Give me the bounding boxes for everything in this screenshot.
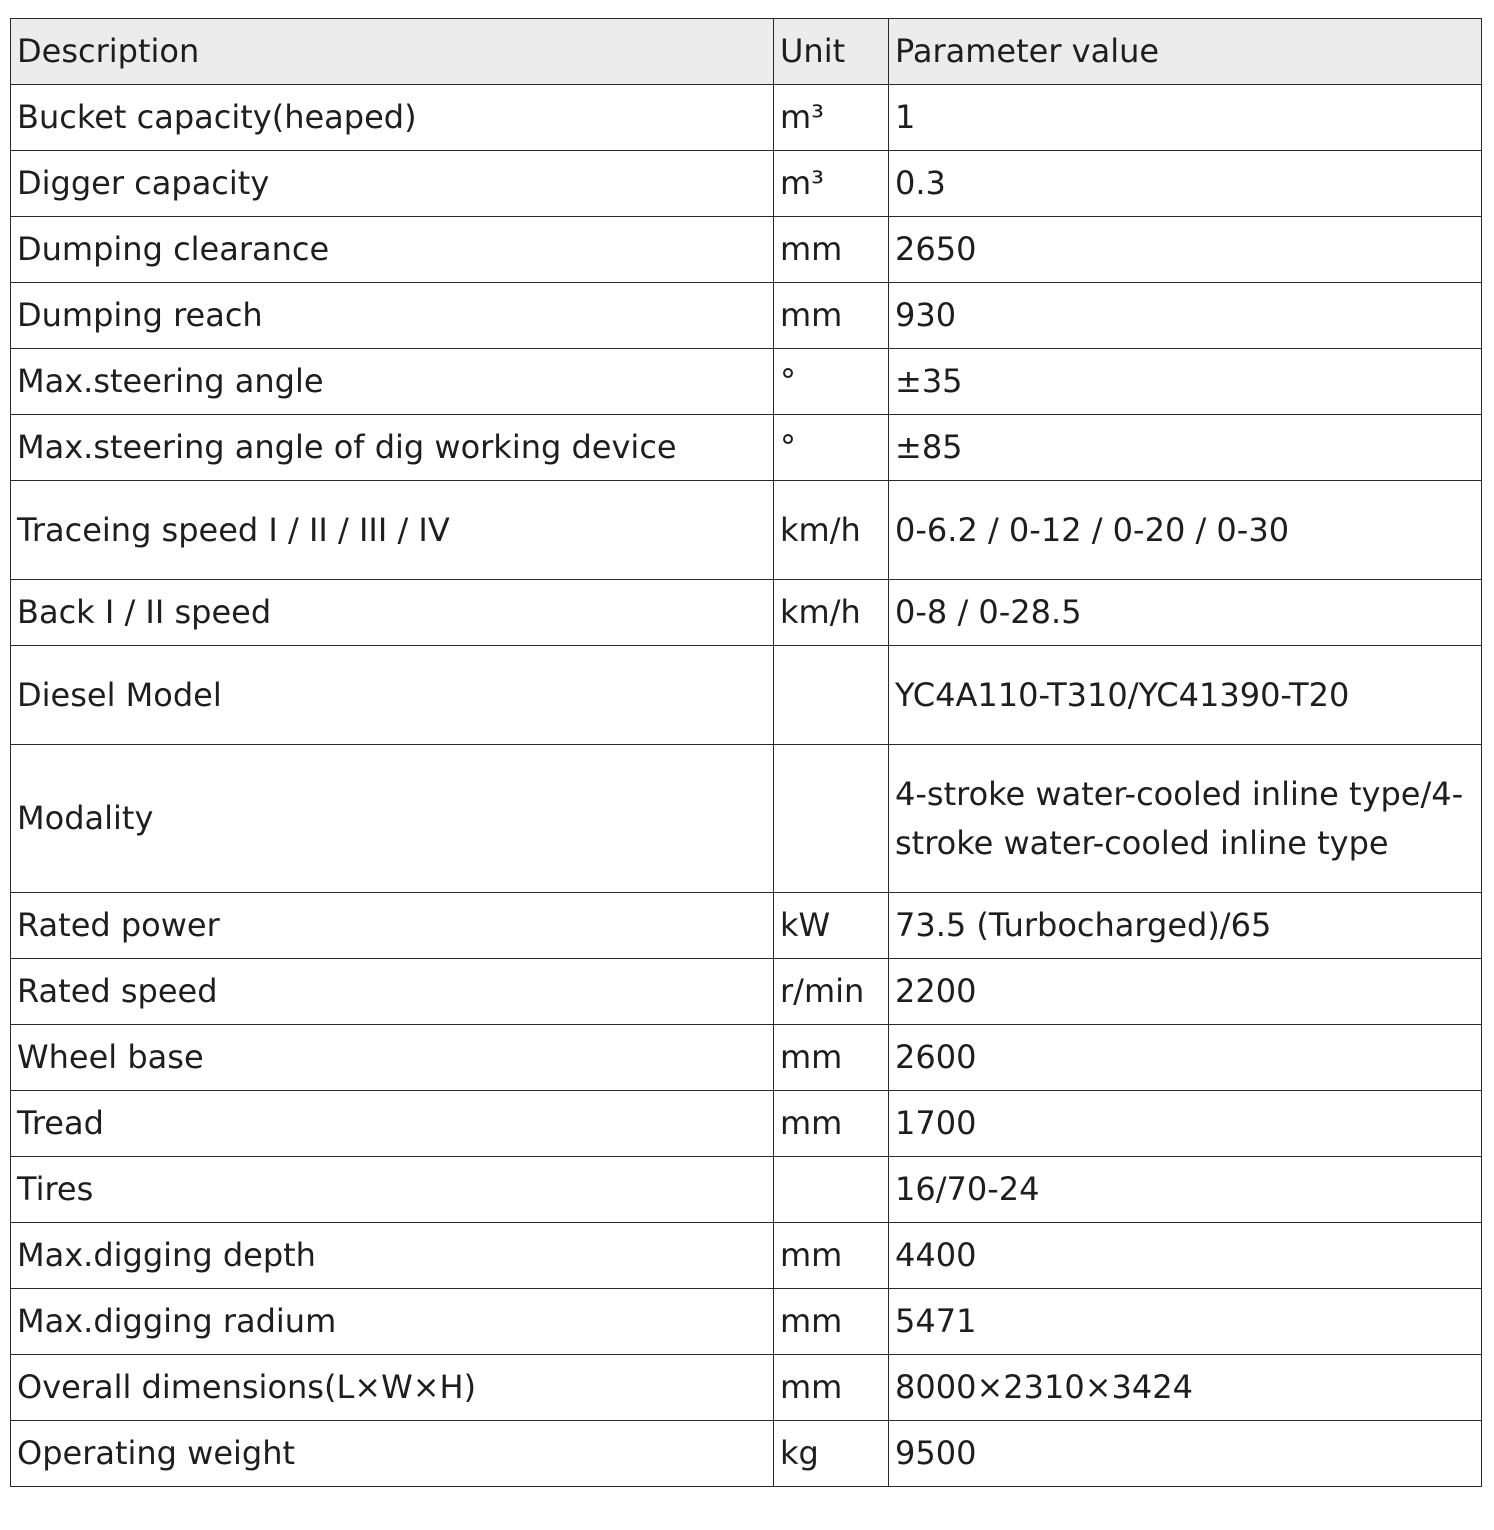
row-unit bbox=[774, 1157, 889, 1223]
specification-table bbox=[10, 18, 1482, 1487]
table-row bbox=[11, 415, 1482, 481]
row-description: Rated speed bbox=[11, 959, 774, 1025]
row-value: 4-stroke water-cooled inline type/4-stroke water-cooled inline type bbox=[889, 745, 1482, 893]
row-value: 5471 bbox=[889, 1289, 1482, 1355]
header-unit: Unit bbox=[774, 19, 889, 85]
table-row bbox=[11, 85, 1482, 151]
row-description: Traceing speed I / II / III / IV bbox=[11, 481, 774, 580]
row-unit: mm bbox=[774, 217, 889, 283]
row-unit: ° bbox=[774, 415, 889, 481]
table-body bbox=[11, 85, 1482, 1487]
row-unit: ° bbox=[774, 349, 889, 415]
table-row bbox=[11, 151, 1482, 217]
row-value: 0-8 / 0-28.5 bbox=[889, 580, 1482, 646]
row-description: Rated power bbox=[11, 893, 774, 959]
row-unit bbox=[774, 745, 889, 893]
row-description: Diesel Model bbox=[11, 646, 774, 745]
table-row bbox=[11, 349, 1482, 415]
row-unit: kW bbox=[774, 893, 889, 959]
row-description: Max.digging radium bbox=[11, 1289, 774, 1355]
row-description: Max.steering angle bbox=[11, 349, 774, 415]
row-unit: mm bbox=[774, 1223, 889, 1289]
row-value: 1 bbox=[889, 85, 1482, 151]
header-row bbox=[11, 19, 1482, 85]
row-value: ±35 bbox=[889, 349, 1482, 415]
row-unit: mm bbox=[774, 1025, 889, 1091]
table-header bbox=[11, 19, 1482, 85]
header-parameter-value: Parameter value bbox=[889, 19, 1482, 85]
row-description: Tires bbox=[11, 1157, 774, 1223]
row-value: 16/70-24 bbox=[889, 1157, 1482, 1223]
row-unit: mm bbox=[774, 283, 889, 349]
table-row bbox=[11, 481, 1482, 580]
table-row bbox=[11, 217, 1482, 283]
table-row bbox=[11, 1223, 1482, 1289]
table-row bbox=[11, 1091, 1482, 1157]
table-row bbox=[11, 893, 1482, 959]
row-description: Overall dimensions(L×W×H) bbox=[11, 1355, 774, 1421]
row-description: Dumping reach bbox=[11, 283, 774, 349]
row-value: 8000×2310×3424 bbox=[889, 1355, 1482, 1421]
table-row bbox=[11, 745, 1482, 893]
row-unit bbox=[774, 646, 889, 745]
row-description: Max.digging depth bbox=[11, 1223, 774, 1289]
row-unit: km/h bbox=[774, 481, 889, 580]
row-unit: r/min bbox=[774, 959, 889, 1025]
row-value: 2600 bbox=[889, 1025, 1482, 1091]
row-value: 0.3 bbox=[889, 151, 1482, 217]
row-description: Digger capacity bbox=[11, 151, 774, 217]
row-unit: m³ bbox=[774, 151, 889, 217]
table-row bbox=[11, 1157, 1482, 1223]
row-value: 9500 bbox=[889, 1421, 1482, 1487]
row-description: Wheel base bbox=[11, 1025, 774, 1091]
table-row bbox=[11, 580, 1482, 646]
row-description: Bucket capacity(heaped) bbox=[11, 85, 774, 151]
row-description: Back I / II speed bbox=[11, 580, 774, 646]
row-unit: mm bbox=[774, 1355, 889, 1421]
header-description: Description bbox=[11, 19, 774, 85]
table-row bbox=[11, 283, 1482, 349]
table-row bbox=[11, 1355, 1482, 1421]
row-description: Tread bbox=[11, 1091, 774, 1157]
row-value: 930 bbox=[889, 283, 1482, 349]
row-unit: mm bbox=[774, 1289, 889, 1355]
row-unit: kg bbox=[774, 1421, 889, 1487]
row-value: 1700 bbox=[889, 1091, 1482, 1157]
table-row bbox=[11, 646, 1482, 745]
table-row bbox=[11, 1289, 1482, 1355]
row-value: 4400 bbox=[889, 1223, 1482, 1289]
row-description: Operating weight bbox=[11, 1421, 774, 1487]
table-row bbox=[11, 1025, 1482, 1091]
row-value: ±85 bbox=[889, 415, 1482, 481]
row-value: YC4A110-T310/YC41390-T20 bbox=[889, 646, 1482, 745]
row-value: 2200 bbox=[889, 959, 1482, 1025]
row-unit: mm bbox=[774, 1091, 889, 1157]
row-description: Modality bbox=[11, 745, 774, 893]
row-description: Dumping clearance bbox=[11, 217, 774, 283]
row-unit: m³ bbox=[774, 85, 889, 151]
table-row bbox=[11, 959, 1482, 1025]
row-value: 73.5 (Turbocharged)/65 bbox=[889, 893, 1482, 959]
row-value: 2650 bbox=[889, 217, 1482, 283]
table-row bbox=[11, 1421, 1482, 1487]
row-description: Max.steering angle of dig working device bbox=[11, 415, 774, 481]
row-value: 0-6.2 / 0-12 / 0-20 / 0-30 bbox=[889, 481, 1482, 580]
row-unit: km/h bbox=[774, 580, 889, 646]
